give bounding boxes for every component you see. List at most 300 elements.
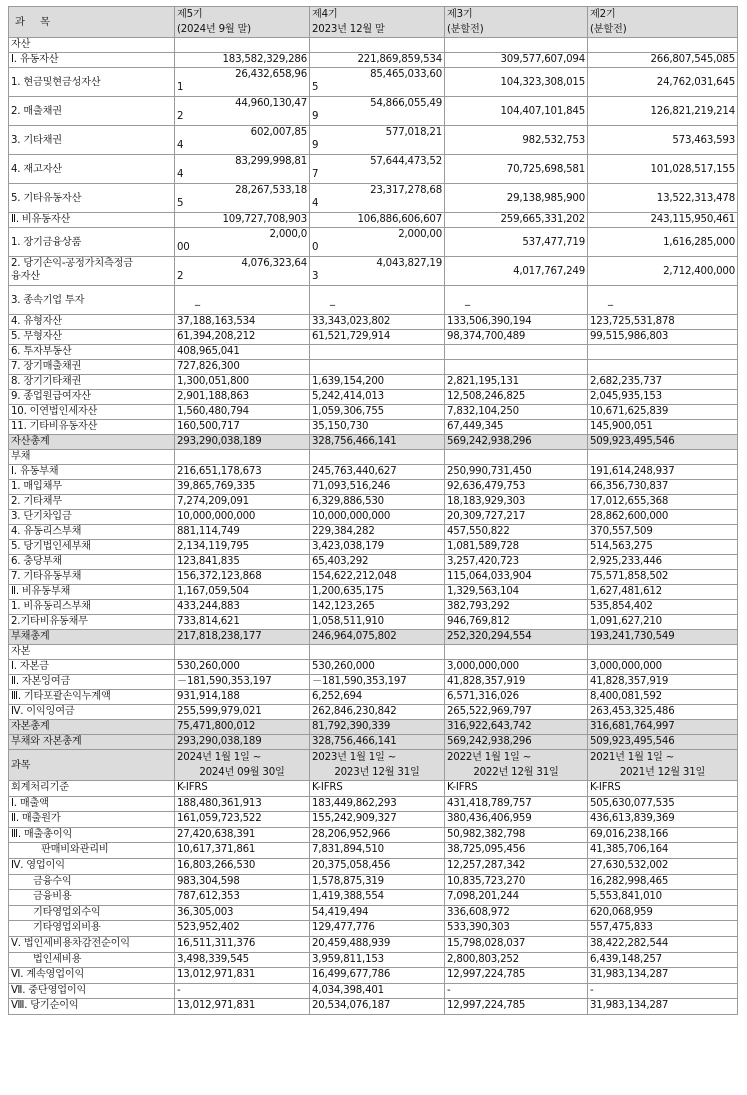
cell-value: 20,459,488,939 — [310, 936, 445, 952]
is-period-line1: 2021년 1월 1일 ~ — [590, 752, 675, 763]
cell-value — [445, 286, 588, 315]
cell-value — [588, 38, 738, 53]
row-label-text: 8. 장기기타채권 — [11, 376, 82, 387]
cell-value: 16,499,677,786 — [310, 968, 445, 984]
row-label-text: 1. 현금및현금성자산 — [11, 76, 101, 88]
row-label-text: 6. 충당부채 — [11, 556, 62, 567]
value: 193,241,730,549 — [590, 631, 675, 642]
cell-value — [310, 705, 445, 720]
cell-value — [175, 435, 310, 450]
cell-value: 20,534,076,187 — [310, 999, 445, 1015]
cell-value — [175, 645, 310, 660]
row-label — [9, 213, 175, 228]
value: 1,560,480,794 — [177, 406, 249, 417]
table-row — [9, 720, 738, 735]
row-label — [9, 38, 175, 53]
cell-value — [310, 257, 445, 286]
cell-value — [588, 435, 738, 450]
value: 98,374,700,489 — [447, 331, 526, 342]
value: 75,471,800,012 — [177, 721, 256, 732]
row-label-text: 1. 장기금융상품 — [11, 236, 82, 248]
value: 5,242,414,013 — [312, 391, 384, 402]
cell-value — [175, 345, 310, 360]
period-line2: 2023년 12월 말 — [312, 24, 385, 35]
table-row — [9, 184, 738, 213]
value: 1,639,154,200 — [312, 376, 384, 387]
row-label — [9, 525, 175, 540]
cell-value — [588, 525, 738, 540]
cell-value — [175, 68, 310, 97]
row-label-text: 부채총계 — [11, 631, 50, 642]
cell-value — [310, 68, 445, 97]
cell-value — [588, 228, 738, 257]
row-label — [9, 720, 175, 735]
cell-value: 28,206,952,966 — [310, 827, 445, 843]
row-label — [9, 97, 175, 126]
cell-value — [445, 630, 588, 645]
value: 92,636,479,753 — [447, 481, 526, 492]
cell-value — [310, 720, 445, 735]
value: 1,200,635,175 — [312, 586, 384, 597]
value: 727,826,300 — [177, 361, 240, 372]
cell-value — [175, 495, 310, 510]
cell-value — [445, 390, 588, 405]
bs-header-row — [9, 7, 738, 38]
is-period-line1: 2023년 1월 1일 ~ — [312, 752, 397, 763]
cell-value: 1,419,388,554 — [310, 890, 445, 906]
row-label-text: Ⅱ. 비유동자산 — [11, 214, 71, 225]
value: 3,000,000,000 — [590, 661, 662, 672]
cell-value — [588, 405, 738, 420]
value: 109,727,708,903 — [222, 214, 307, 225]
cell-value — [445, 257, 588, 286]
subject-header: 과 목 — [9, 7, 175, 38]
table-row — [9, 570, 738, 585]
cell-value — [445, 735, 588, 750]
cell-value: 12,997,224,785 — [445, 999, 588, 1015]
table-row — [9, 952, 738, 968]
cell-value — [175, 705, 310, 720]
table-row — [9, 330, 738, 345]
value: 328,756,466,141 — [312, 736, 397, 747]
cell-value: 15,798,028,037 — [445, 936, 588, 952]
cell-value: 787,612,353 — [175, 890, 310, 906]
value: 133,506,390,194 — [447, 316, 532, 327]
cell-value — [175, 330, 310, 345]
cell-value — [445, 315, 588, 330]
is-period-line2: 2021년 12월 31일 — [619, 767, 706, 778]
table-row — [9, 510, 738, 525]
value: 61,394,208,212 — [177, 331, 256, 342]
cell-value — [588, 585, 738, 600]
value: 104,407,101,845 — [500, 105, 585, 117]
table-row — [9, 345, 738, 360]
table-row — [9, 796, 738, 812]
value: 370,557,509 — [590, 526, 653, 537]
value: 7,274,209,091 — [177, 496, 249, 507]
row-label: Ⅳ. 영업이익 — [9, 858, 175, 874]
cell-value — [445, 690, 588, 705]
cell-value — [310, 555, 445, 570]
cell-value — [445, 126, 588, 155]
cell-value — [175, 184, 310, 213]
value: 12,508,246,825 — [447, 391, 526, 402]
cell-value: 620,068,959 — [588, 905, 738, 921]
cell-value: 1,578,875,319 — [310, 874, 445, 890]
value: 71,093,516,246 — [312, 481, 391, 492]
table-row — [9, 890, 738, 906]
cell-value — [445, 615, 588, 630]
table-row — [9, 315, 738, 330]
value: 1,081,589,728 — [447, 541, 519, 552]
cell-value — [175, 375, 310, 390]
row-label-text: 4. 유형자산 — [11, 316, 62, 327]
row-label-text: Ⅳ. 이익잉여금 — [11, 706, 75, 717]
cell-value — [310, 184, 445, 213]
value: 154,622,212,048 — [312, 571, 397, 582]
cell-value: 3,959,811,153 — [310, 952, 445, 968]
cell-value — [445, 645, 588, 660]
value: _ — [608, 294, 613, 306]
value: 13,522,313,478 — [656, 192, 735, 204]
cell-value — [588, 720, 738, 735]
row-label-text: 3. 종속기업 투자 — [11, 294, 85, 306]
row-label-text: 자본 — [11, 646, 31, 657]
cell-value — [445, 465, 588, 480]
value: 243,115,950,461 — [650, 214, 735, 225]
cell-value — [310, 53, 445, 68]
row-label — [9, 390, 175, 405]
cell-value — [588, 360, 738, 375]
row-label — [9, 465, 175, 480]
period-header — [175, 7, 310, 38]
row-label-text: Ⅲ. 기타포괄손익누계액 — [11, 691, 111, 702]
cell-value — [175, 570, 310, 585]
row-label — [9, 585, 175, 600]
cell-value — [310, 675, 445, 690]
cell-value — [588, 420, 738, 435]
cell-value: 27,630,532,002 — [588, 858, 738, 874]
cell-value: 183,449,862,293 — [310, 796, 445, 812]
value: 217,818,238,177 — [177, 631, 262, 642]
value: 293,290,038,189 — [177, 436, 262, 447]
value: 106,886,606,607 — [357, 214, 442, 225]
table-row — [9, 843, 738, 859]
cell-value: 523,952,402 — [175, 921, 310, 937]
cell-value — [175, 600, 310, 615]
value: 54,866,055,49 — [370, 98, 442, 109]
cell-value — [310, 405, 445, 420]
row-label — [9, 450, 175, 465]
value: 57,644,473,52 — [370, 156, 442, 167]
cell-value — [310, 480, 445, 495]
cell-value — [588, 480, 738, 495]
table-row — [9, 540, 738, 555]
cell-value — [310, 345, 445, 360]
value: 37,188,163,534 — [177, 316, 256, 327]
cell-value — [175, 53, 310, 68]
row-label-text: 2. 매출채권 — [11, 105, 62, 117]
row-label-text: 7. 장기매출채권 — [11, 361, 82, 372]
table-row — [9, 600, 738, 615]
table-row — [9, 375, 738, 390]
value: 2,000,0 — [269, 229, 307, 240]
value: 101,028,517,155 — [650, 163, 735, 175]
is-period-header — [445, 750, 588, 781]
value: 10,000,000,000 — [312, 511, 391, 522]
value: 982,532,753 — [522, 134, 585, 146]
row-label — [9, 660, 175, 675]
cell-value — [588, 735, 738, 750]
table-row — [9, 126, 738, 155]
cell-value: 2,800,803,252 — [445, 952, 588, 968]
cell-value — [445, 585, 588, 600]
value: 28,267,533,18 — [235, 185, 307, 196]
cell-value — [310, 465, 445, 480]
cell-value — [588, 390, 738, 405]
row-label — [9, 675, 175, 690]
value: 931,914,188 — [177, 691, 240, 702]
row-label — [9, 53, 175, 68]
value: 7,832,104,250 — [447, 406, 519, 417]
value: 6,329,886,530 — [312, 496, 384, 507]
cell-value — [310, 375, 445, 390]
value: 6,252,694 — [312, 691, 363, 702]
row-label-text: 5. 기타유동자산 — [11, 192, 82, 204]
cell-value — [445, 405, 588, 420]
value: 8,400,081,592 — [590, 691, 662, 702]
value-wrap: 3 — [312, 271, 319, 282]
period-line2: (분할전) — [447, 24, 484, 35]
value: 28,862,600,000 — [590, 511, 669, 522]
cell-value — [175, 465, 310, 480]
value: 1,059,306,755 — [312, 406, 384, 417]
cell-value: 16,511,311,376 — [175, 936, 310, 952]
value-wrap: 4 — [177, 169, 184, 180]
cell-value — [175, 675, 310, 690]
row-label: 기타영업외비용 — [9, 921, 175, 937]
cell-value — [588, 450, 738, 465]
row-label-text: Ⅱ. 자본잉여금 — [11, 676, 71, 687]
value: 35,150,730 — [312, 421, 369, 432]
value-wrap: 2 — [177, 271, 184, 282]
value: 3,423,038,179 — [312, 541, 384, 552]
cell-value — [175, 228, 310, 257]
cell-value — [588, 570, 738, 585]
value: 569,242,938,296 — [447, 436, 532, 447]
cell-value: 13,012,971,831 — [175, 968, 310, 984]
cell-value — [445, 510, 588, 525]
cell-value — [445, 228, 588, 257]
value: 246,964,075,802 — [312, 631, 397, 642]
value: 183,582,329,286 — [222, 54, 307, 65]
row-label: Ⅲ. 매출총이익 — [9, 827, 175, 843]
value-wrap: 5 — [177, 198, 184, 209]
is-period-line1: 2022년 1월 1일 ~ — [447, 752, 532, 763]
value: 2,901,188,863 — [177, 391, 249, 402]
value: 263,453,325,486 — [590, 706, 675, 717]
value: 6,571,316,026 — [447, 691, 519, 702]
cell-value — [310, 315, 445, 330]
row-label-text: 5. 당기법인세부채 — [11, 541, 91, 552]
cell-value: K-IFRS — [310, 781, 445, 797]
table-row — [9, 827, 738, 843]
value: 266,807,545,085 — [650, 54, 735, 65]
row-label: 금융비용 — [9, 890, 175, 906]
value: 514,563,275 — [590, 541, 653, 552]
cell-value — [445, 345, 588, 360]
value: 1,058,511,910 — [312, 616, 384, 627]
value: 1,091,627,210 — [590, 616, 662, 627]
row-label — [9, 630, 175, 645]
row-label-text: Ⅰ. 유동부채 — [11, 466, 59, 477]
cell-value — [445, 660, 588, 675]
table-row — [9, 630, 738, 645]
value: 160,500,717 — [177, 421, 240, 432]
table-row — [9, 690, 738, 705]
value: 4,017,767,249 — [513, 265, 585, 277]
value: 530,260,000 — [312, 661, 375, 672]
value: 537,477,719 — [522, 236, 585, 248]
cell-value: 5,553,841,010 — [588, 890, 738, 906]
row-label: 금융수익 — [9, 874, 175, 890]
row-label-text: 자본총계 — [11, 721, 50, 732]
row-label — [9, 126, 175, 155]
value: 1,167,059,504 — [177, 586, 249, 597]
value: 3,000,000,000 — [447, 661, 519, 672]
cell-value: 436,613,839,369 — [588, 812, 738, 828]
cell-value — [588, 600, 738, 615]
table-row — [9, 53, 738, 68]
table-row — [9, 781, 738, 797]
value: 99,515,986,803 — [590, 331, 669, 342]
table-row — [9, 983, 738, 999]
value: 20,309,727,217 — [447, 511, 526, 522]
cell-value — [310, 630, 445, 645]
table-row — [9, 615, 738, 630]
cell-value — [310, 213, 445, 228]
value: _ — [465, 294, 470, 306]
row-label: 회계처리기준 — [9, 781, 175, 797]
table-row — [9, 435, 738, 450]
value: 216,651,178,673 — [177, 466, 262, 477]
value: 85,465,033,60 — [370, 69, 442, 80]
value: 123,841,835 — [177, 556, 240, 567]
cell-value — [445, 525, 588, 540]
cell-value — [175, 615, 310, 630]
table-row — [9, 286, 738, 315]
value-wrap: 9 — [312, 111, 319, 122]
cell-value: 16,282,998,465 — [588, 874, 738, 890]
value: 1,616,285,000 — [663, 236, 735, 248]
value: 24,762,031,645 — [656, 76, 735, 88]
value: 262,846,230,842 — [312, 706, 397, 717]
cell-value — [175, 510, 310, 525]
cell-value: 983,304,598 — [175, 874, 310, 890]
table-row — [9, 905, 738, 921]
value: 530,260,000 — [177, 661, 240, 672]
cell-value — [175, 286, 310, 315]
value-wrap: 00 — [177, 242, 190, 253]
value: 41,828,357,919 — [590, 676, 669, 687]
table-row — [9, 213, 738, 228]
period-line1: 제5기 — [177, 9, 203, 20]
cell-value: 129,477,776 — [310, 921, 445, 937]
cell-value: 10,835,723,270 — [445, 874, 588, 890]
value: －181,590,353,197 — [312, 676, 407, 687]
cell-value — [588, 213, 738, 228]
value: 65,403,292 — [312, 556, 369, 567]
cell-value — [445, 435, 588, 450]
cell-value — [588, 257, 738, 286]
cell-value — [310, 38, 445, 53]
is-header-row — [9, 750, 738, 781]
table-row — [9, 68, 738, 97]
cell-value — [175, 735, 310, 750]
row-label: Ⅰ. 매출액 — [9, 796, 175, 812]
is-period-line2: 2024년 09월 30일 — [199, 767, 285, 778]
cell-value — [310, 420, 445, 435]
row-label-text: 11. 기타비유동자산 — [11, 421, 98, 432]
value-wrap: 5 — [312, 82, 319, 93]
row-label — [9, 420, 175, 435]
value-wrap: 4 — [177, 140, 184, 151]
is-period-line2: 2022년 12월 31일 — [473, 767, 559, 778]
table-row — [9, 812, 738, 828]
table-row — [9, 585, 738, 600]
cell-value — [310, 495, 445, 510]
row-label — [9, 435, 175, 450]
value: 328,756,466,141 — [312, 436, 397, 447]
cell-value — [310, 660, 445, 675]
value: 4,076,323,64 — [241, 258, 307, 269]
value: 2,134,119,795 — [177, 541, 249, 552]
is-period-line1: 2024년 1월 1일 ~ — [177, 752, 262, 763]
cell-value: 12,997,224,785 — [445, 968, 588, 984]
row-label — [9, 330, 175, 345]
cell-value — [175, 155, 310, 184]
row-label — [9, 690, 175, 705]
cell-value — [588, 97, 738, 126]
value: 535,854,402 — [590, 601, 653, 612]
table-row — [9, 360, 738, 375]
is-subject-header: 과목 — [9, 750, 175, 781]
value: 81,792,390,339 — [312, 721, 391, 732]
cell-value — [588, 495, 738, 510]
row-label — [9, 645, 175, 660]
row-label — [9, 480, 175, 495]
row-label — [9, 315, 175, 330]
table-row — [9, 495, 738, 510]
cell-value — [175, 720, 310, 735]
cell-value — [445, 213, 588, 228]
value: 408,965,041 — [177, 346, 240, 357]
cell-value — [445, 720, 588, 735]
table-row — [9, 675, 738, 690]
cell-value — [310, 126, 445, 155]
row-label — [9, 286, 175, 315]
value: 2,712,400,000 — [663, 265, 735, 277]
cell-value: K-IFRS — [445, 781, 588, 797]
cell-value — [445, 705, 588, 720]
cell-value: 557,475,833 — [588, 921, 738, 937]
cell-value: 336,608,972 — [445, 905, 588, 921]
table-row — [9, 525, 738, 540]
cell-value — [588, 286, 738, 315]
table-row — [9, 705, 738, 720]
value: 265,522,969,797 — [447, 706, 532, 717]
value: 509,923,495,546 — [590, 736, 675, 747]
